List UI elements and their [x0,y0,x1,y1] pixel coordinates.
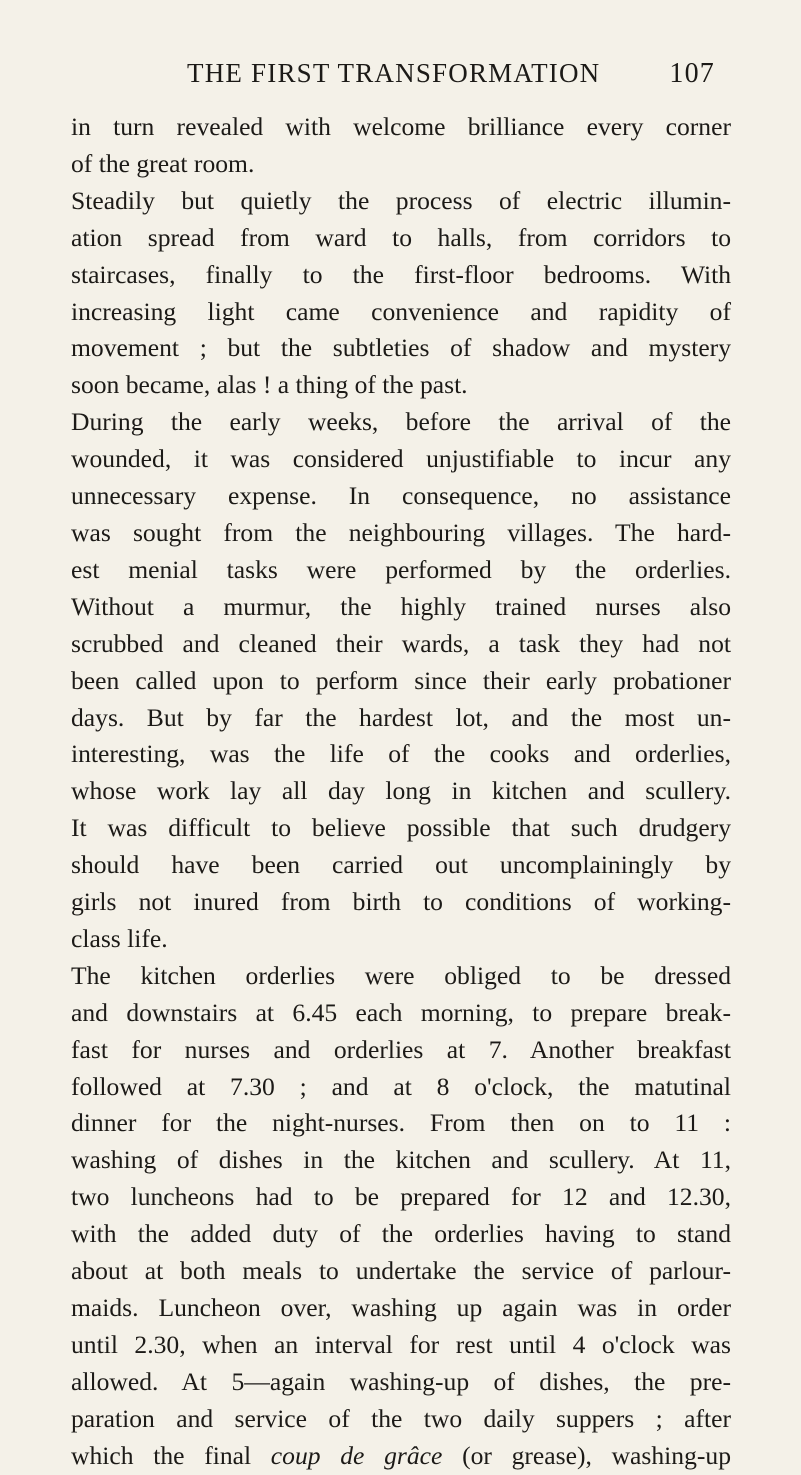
text-line: about at both meals to undertake the service of parlour- [71,1256,731,1286]
text-line: movement ; but the subtleties of shadow and mystery [71,333,731,363]
text-line: paration and service of the two daily suppers ; after [71,1403,731,1433]
text-line: soon became, alas ! a thing of the past. [71,370,468,400]
text-line: in turn revealed with welcome brilliance every corner [71,112,731,141]
text-line: should have been carried out uncomplainingly by [71,850,731,880]
text-line: of the great room. [71,148,255,178]
final-line-italic-phrase: coup de grâce [270,1440,443,1470]
text-line: staircases, finally to the first-floor bedrooms. With [71,259,731,289]
final-line-after: (or grease), washing-up [442,1440,731,1470]
text-line: whose work lay all day long in kitchen and scullery. [71,776,731,806]
text-line: Without a murmur, the highly trained nurses also [71,591,731,621]
text-line: During the early weeks, before the arrival of the [71,407,731,437]
text-line: wounded, it was considered unjustifiable to incur any [71,444,731,474]
text-line: It was difficult to believe possible that such drudgery [71,813,731,843]
text-line: increasing light came convenience and rapidity of [71,296,731,326]
text-line: allowed. At 5—again washing-up of dishes, the pre- [71,1366,731,1396]
text-line: fast for nurses and orderlies at 7. Another breakfast [71,1034,731,1064]
text-line: est menial tasks were performed by the orderlies. [71,554,731,584]
text-line: was sought from the neighbouring villages. The hard- [71,517,731,547]
body-text [71,109,731,1475]
text-line: girls not inured from birth to conditions of working- [71,887,731,917]
text-line: two luncheons had to be prepared for 12 and 12.30, [71,1182,731,1212]
text-line: until 2.30, when an interval for rest until 4 o'clock was [71,1329,731,1359]
text-line: dinner for the night-nurses. From then on to 11 : [71,1108,731,1138]
text-line: washing of dishes in the kitchen and scullery. At 11, [71,1145,731,1175]
text-line: with the added duty of the orderlies having to stand [71,1219,731,1249]
text-line: ation spread from ward to halls, from corridors to [71,222,731,252]
text-line: Steadily but quietly the process of electric illumin- [71,185,731,215]
text-line: followed at 7.30 ; and at 8 o'clock, the matutinal [71,1071,731,1101]
text-line: and downstairs at 6.45 each morning, to prepare break- [71,997,731,1027]
text-line: days. But by far the hardest lot, and the most un- [71,702,731,732]
running-title: THE FIRST TRANSFORMATION [187,58,601,88]
text-line: scrubbed and cleaned their wards, a task they had not [71,628,731,658]
text-line-final [71,1438,731,1475]
text-line: been called upon to perform since their early probationer [71,665,731,695]
text-line: maids. Luncheon over, washing up again was in order [71,1293,731,1322]
text-line: class life. [71,923,168,953]
final-line-before: which the final [71,1440,271,1470]
text-line: unnecessary expense. In consequence, no assistance [71,481,731,511]
page-number: 107 [669,58,715,89]
running-head [187,58,715,98]
text-line: interesting, was the life of the cooks and orderlies, [71,739,731,769]
text-line: The kitchen orderlies were obliged to be dressed [71,960,731,990]
